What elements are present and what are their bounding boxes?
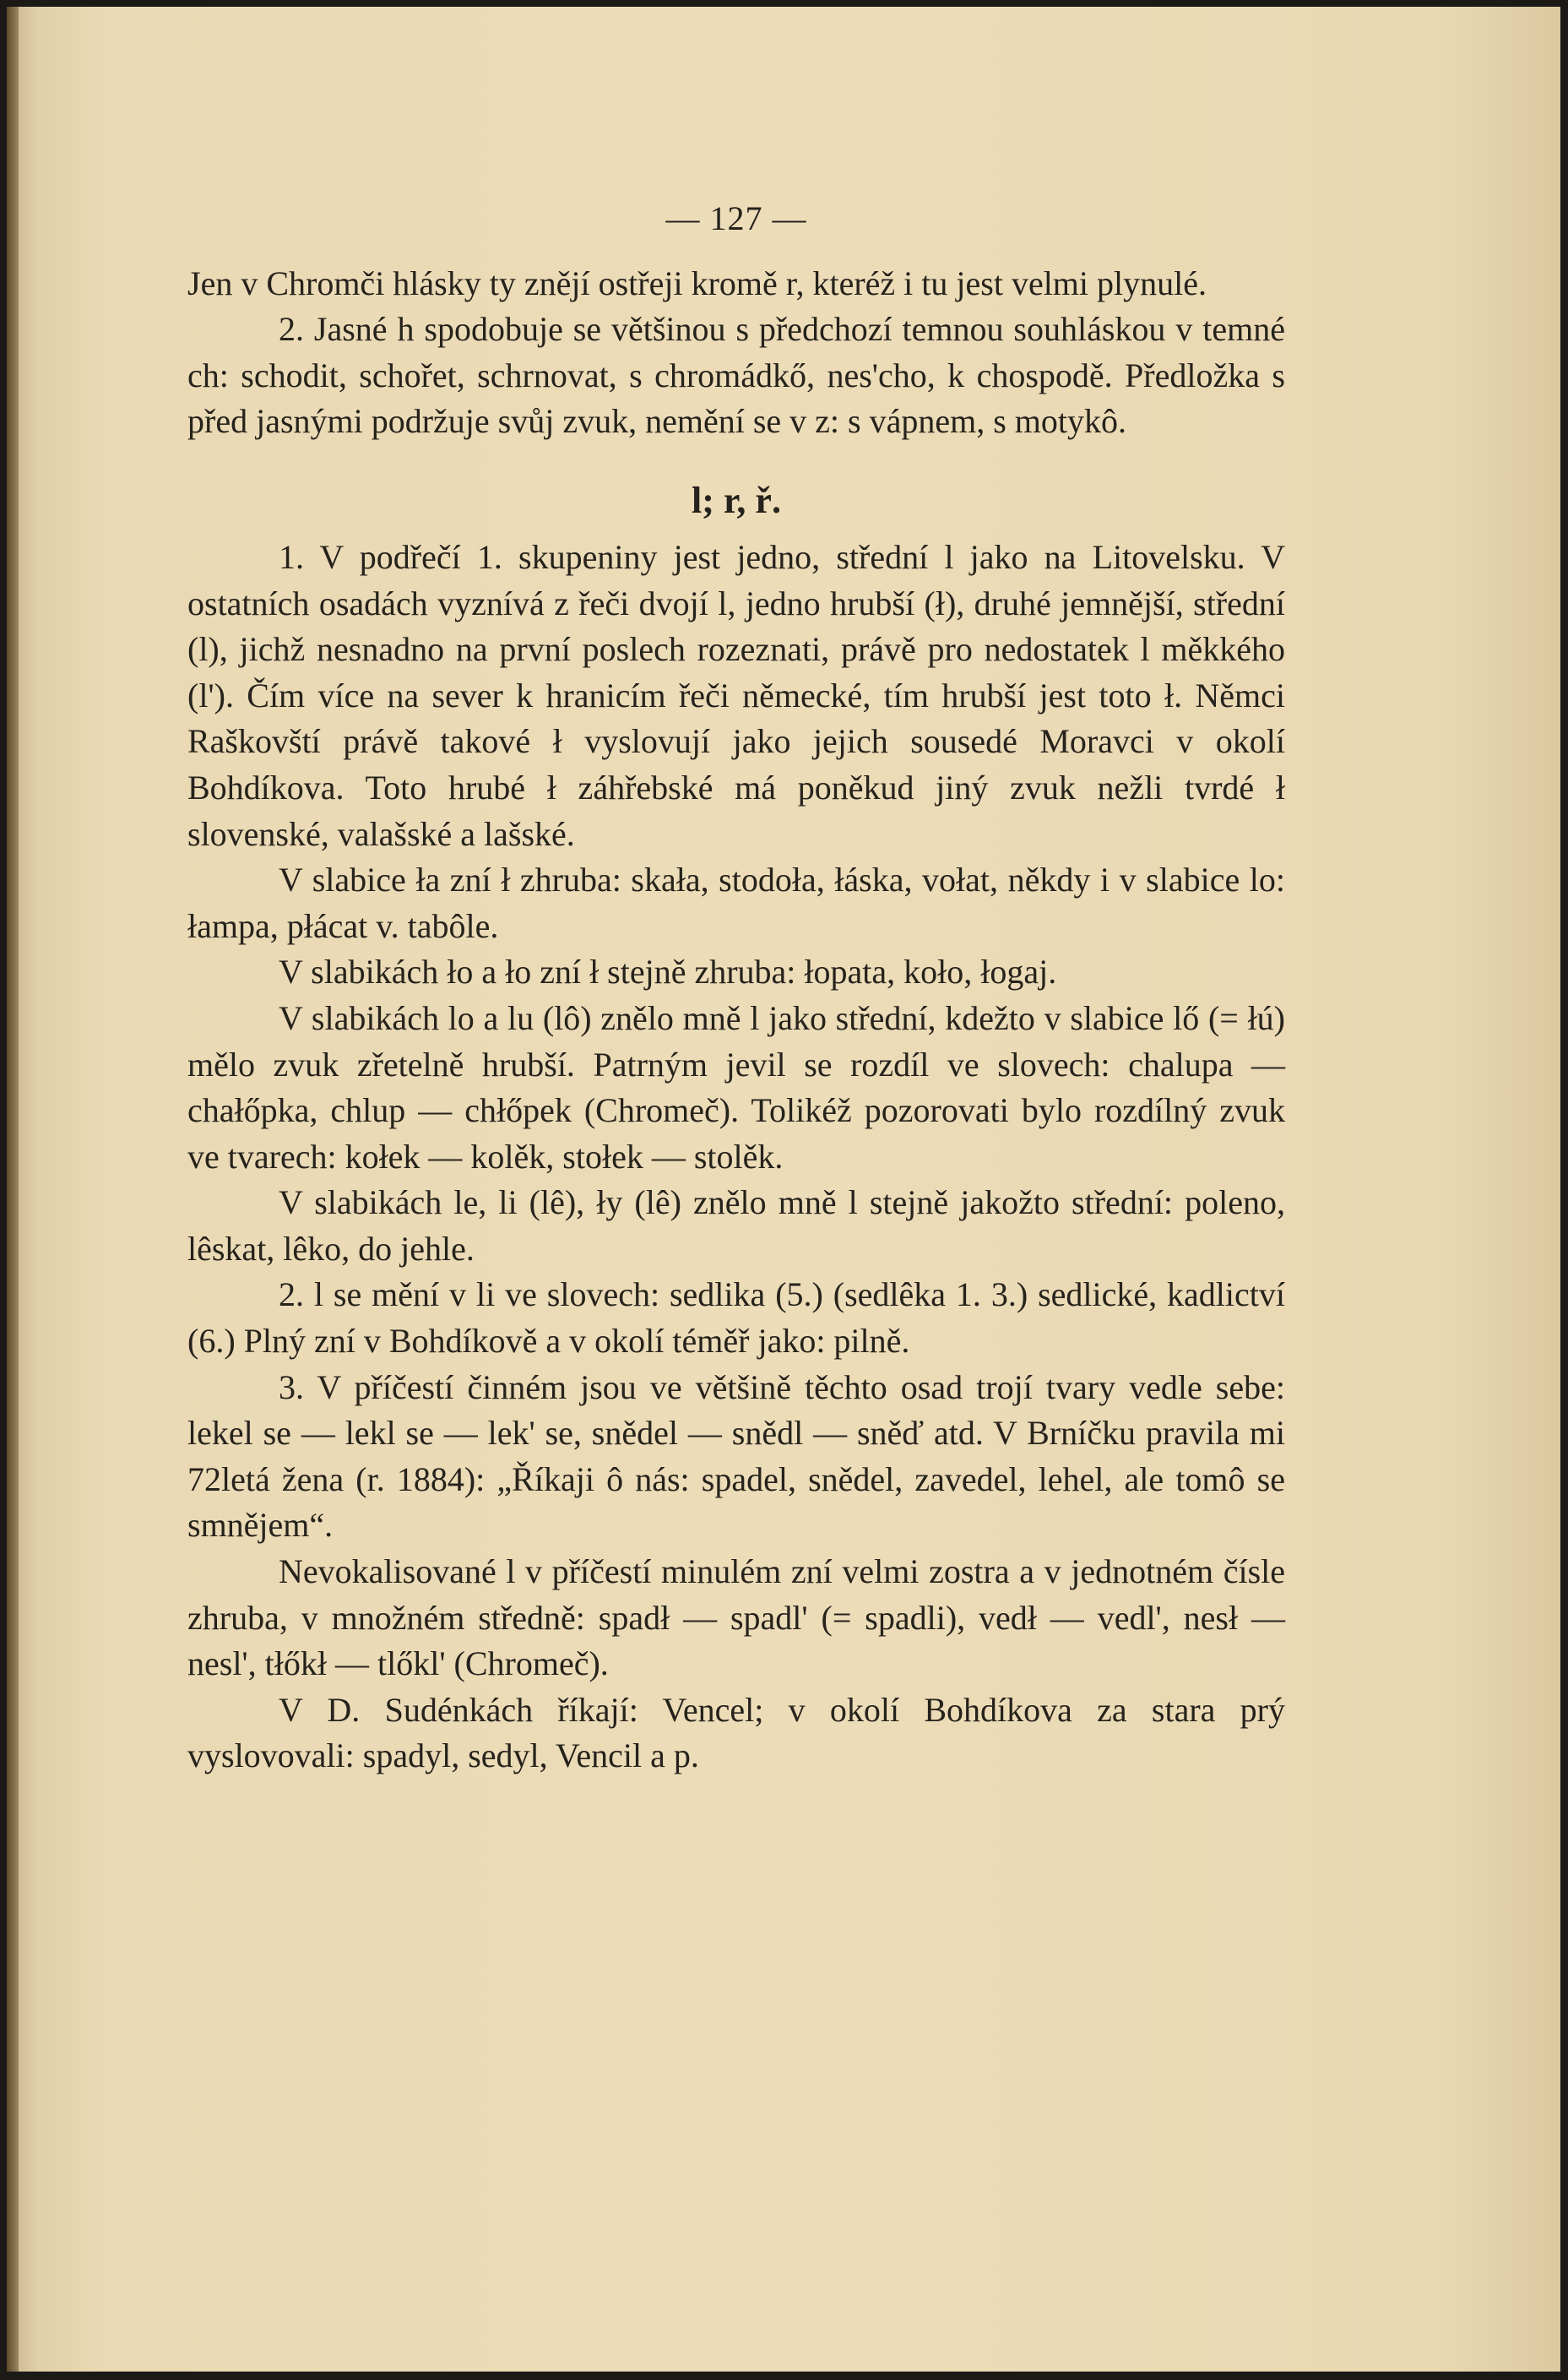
page-number: — 127 — [665,199,807,237]
paragraph-8: 2. l se mění v li ve slovech: sedlika (5.) (sedlêka 1. 3.) sedlické, kadlictví (6.) Plný zní v Bohdíkově a v okolí téměř jako: pilně. [187,1275,1285,1361]
paragraph-1: Jen v Chromči hlásky ty znějí ostřeji kromě r, kteréž i tu jest velmi plynulé. [187,264,1207,302]
paragraph-10: Nevokalisované l v příčestí minulém zní velmi zostra a v jednotném čísle zhruba, v množném středně: spadł — spadl' (= spadli), vedł — vedl', nesł — nesl', tłőkł — tlőkl' (Chromeč). [187,1552,1285,1683]
book-spine [7,7,19,2372]
paragraph-3: 1. V podřečí 1. skupeniny jest jedno, střední l jako na Litovelsku. V ostatních osadách vyznívá z řeči dvojí l, jedno hrubší (ł), druhé jemnější, střední (l), jichž nesnadno na první poslech rozeznati, právě pro nedostatek l měkkého (l'). Čím více na sever k hranicím řeči německé, tím hrubší jest toto ł. Němci Raškovští právě takové ł vyslovují jako jejich sousedé Moravci v okolí Bohdíkova. Toto hrubé ł záhřebské má poněkud jiný zvuk nežli tvrdé ł slovenské, valašské a lašské. [187,537,1285,853]
paragraph-5: V slabikách ło a ło zní ł stejně zhruba: łopata, koło, łogaj. [279,953,1057,992]
paragraph-6: V slabikách lo a lu (lô) znělo mně l jako střední, kdežto v slabice lő (= łú) mělo zvuk zřetelně hrubší. Patrným jevil se rozdíl ve slovech: chalupa — chałőpka, chlup — chłőpek (Chromeč). Tolikéž pozorovati bylo rozdílný zvuk ve tvarech: kołek — kolěk, stołek — stolěk. [187,998,1285,1176]
paragraph-4: V slabice ła zní ł zhruba: skała, stodoła, łáska, vołat, někdy i v slabice lo: łampa, płácat v. tabôle. [187,861,1285,945]
text-block [187,196,1285,1780]
paragraph-9: 3. V příčestí činném jsou ve většině těchto osad trojí tvary vedle sebe: lekel se — lekl se — lek' se, snědel — snědl — sněď atd. V Brníčku pravila mi 72letá žena (r. 1884): „Říkaji ô nás: spadel, snědel, zavedel, lehel, ale tomô se smnějem“. [187,1367,1285,1545]
paragraph-7: V slabikách le, li (lê), ły (lê) znělo mně l stejně jakožto střední: poleno, lêskat, lêko, do jehle. [187,1183,1285,1268]
paragraph-11: V D. Sudénkách říkají: Vencel; v okolí Bohdíkova za stara prý vyslovovali: spadyl, sedyl, Vencil a p. [187,1690,1285,1775]
paragraph-2: 2. Jasné h spodobuje se většinou s předchozí temnou souhláskou v temné ch: schodit, schořet, schrnovat, s chromádkő, nes'cho, k chospodě. Předložka s před jasnými podržuje svůj zvuk, nemění se v z: s vápnem, s motykô. [187,310,1285,441]
book-page [7,7,1560,2372]
section-heading: l; r, ř. [692,479,781,521]
